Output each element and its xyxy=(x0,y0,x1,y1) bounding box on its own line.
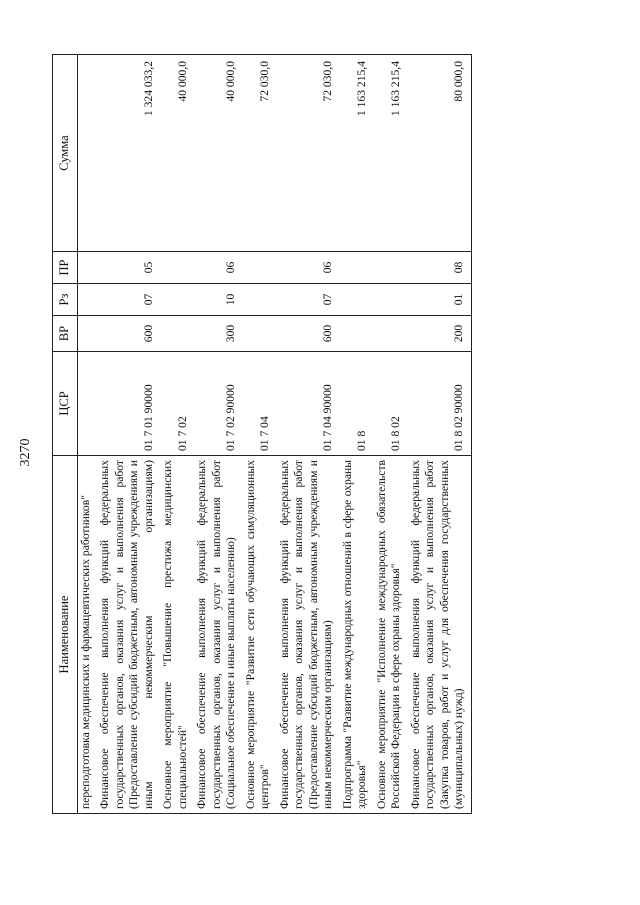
header-pr: ПР xyxy=(53,252,78,284)
row-vr xyxy=(340,316,374,352)
header-csr: ЦСР xyxy=(53,352,78,456)
row-csr xyxy=(78,352,98,456)
row-rz: 07 xyxy=(277,284,340,316)
header-sum: Сумма xyxy=(53,55,78,252)
row-name: Финансовое обеспечение выполнения функций федеральных государственных органов, оказания услуг и выполнения работ (Предоставление субсидий бюджетным, автономным учреждениям и иным некоммерческим организациям) xyxy=(97,456,160,814)
row-rz xyxy=(374,284,408,316)
row-csr: 01 8 02 90000 xyxy=(408,352,471,456)
table-row xyxy=(78,55,98,814)
row-name: Финансовое обеспечение выполнения функций федеральных государственных органов, оказания услуг и выполнения работ (Предоставление субсидий бюджетным, автономным учреждениям и иным некоммерческим организациям) xyxy=(277,456,340,814)
row-rz: 10 xyxy=(194,284,242,316)
row-csr: 01 8 02 xyxy=(374,352,408,456)
row-rz xyxy=(243,284,277,316)
row-rz: 07 xyxy=(97,284,160,316)
row-vr xyxy=(78,316,98,352)
row-name: Основное мероприятие "Развитие сети обучающих симуляционных центров" xyxy=(243,456,277,814)
table-row xyxy=(340,55,374,814)
table-body xyxy=(78,55,472,814)
row-vr: 200 xyxy=(408,316,471,352)
row-csr: 01 8 xyxy=(340,352,374,456)
budget-table xyxy=(52,54,472,814)
row-pr: 05 xyxy=(97,252,160,284)
row-pr: 06 xyxy=(194,252,242,284)
row-sum xyxy=(78,55,98,252)
row-pr: 06 xyxy=(277,252,340,284)
row-sum: 72 030,0 xyxy=(243,55,277,252)
table-row xyxy=(97,55,160,814)
row-sum: 1 163 215,4 xyxy=(374,55,408,252)
header-rz: Рз xyxy=(53,284,78,316)
row-vr: 600 xyxy=(97,316,160,352)
row-pr xyxy=(160,252,194,284)
row-name: Основное мероприятие "Исполнение международных обязательств Российской Федерации в сфере охраны здоровья" xyxy=(374,456,408,814)
row-rz xyxy=(340,284,374,316)
row-csr: 01 7 04 xyxy=(243,352,277,456)
row-csr: 01 7 04 90000 xyxy=(277,352,340,456)
row-vr xyxy=(160,316,194,352)
row-vr xyxy=(243,316,277,352)
row-sum: 40 000,0 xyxy=(160,55,194,252)
row-sum: 1 163 215,4 xyxy=(340,55,374,252)
page-number: 3270 xyxy=(18,438,33,467)
header-name: Наименование xyxy=(53,456,78,814)
table-row xyxy=(374,55,408,814)
row-csr: 01 7 02 xyxy=(160,352,194,456)
row-pr: 08 xyxy=(408,252,471,284)
row-pr xyxy=(340,252,374,284)
row-name: Финансовое обеспечение выполнения функций федеральных государственных органов, оказания услуг и выполнения работ (Закупка товаров, работ и услуг для обеспечения государственных (муниципальных) нужд) xyxy=(408,456,471,814)
row-rz xyxy=(78,284,98,316)
row-csr: 01 7 02 90000 xyxy=(194,352,242,456)
row-vr xyxy=(374,316,408,352)
row-rz xyxy=(160,284,194,316)
row-sum: 80 000,0 xyxy=(408,55,471,252)
table-row xyxy=(194,55,242,814)
row-pr xyxy=(374,252,408,284)
table-header xyxy=(53,55,78,814)
row-sum: 40 000,0 xyxy=(194,55,242,252)
table-row xyxy=(277,55,340,814)
row-csr: 01 7 01 90000 xyxy=(97,352,160,456)
header-vr: ВР xyxy=(53,316,78,352)
row-sum: 72 030,0 xyxy=(277,55,340,252)
row-pr xyxy=(78,252,98,284)
row-sum: 1 324 033,2 xyxy=(97,55,160,252)
row-name: переподготовка медицинских и фармацевтических работников" xyxy=(78,456,98,814)
table-row xyxy=(408,55,471,814)
row-name: Подпрограмма "Развитие международных отношений в сфере охраны здоровья" xyxy=(340,456,374,814)
row-pr xyxy=(243,252,277,284)
table-row xyxy=(243,55,277,814)
row-vr: 600 xyxy=(277,316,340,352)
row-name: Финансовое обеспечение выполнения функций федеральных государственных органов, оказания услуг и выполнения работ (Социальное обеспечение и иные выплаты населению) xyxy=(194,456,242,814)
row-rz: 01 xyxy=(408,284,471,316)
row-vr: 300 xyxy=(194,316,242,352)
row-name: Основное мероприятие "Повышение престижа медицинских специальностей" xyxy=(160,456,194,814)
table-row xyxy=(160,55,194,814)
